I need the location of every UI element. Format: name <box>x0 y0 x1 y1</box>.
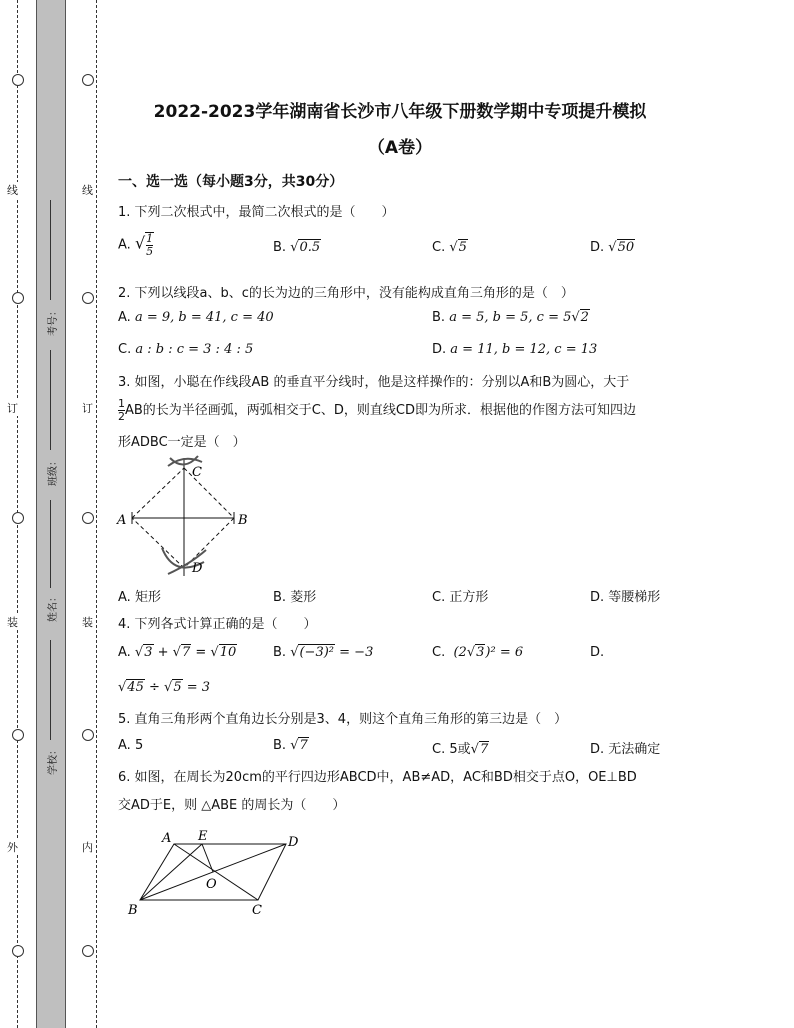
q3-figure <box>112 452 262 582</box>
margin-char-xian: 线 <box>82 184 93 197</box>
q5-option-b: B. √7 <box>273 738 308 753</box>
margin-char-wai: 外 <box>7 841 18 854</box>
q2-option-d: D. a = 11, b = 12, c = 13 <box>432 342 598 357</box>
question-2-stem: 2. 下列以线段a、b、c的长为边的三角形中，没有能构成直角三角形的是（ ） <box>118 286 574 301</box>
q5-option-d: D. 无法确定 <box>590 742 661 757</box>
q2-option-a: A. a = 9, b = 41, c = 40 <box>118 310 274 325</box>
q4-option-c: C. (2√3)² = 6 <box>432 645 524 660</box>
q1-option-d: D. √50 <box>590 240 635 255</box>
segment-da <box>132 518 184 568</box>
q5-option-a: A. 5 <box>118 738 144 753</box>
label-b: B <box>128 903 138 918</box>
q2-option-c: C. a : b : c = 3 : 4 : 5 <box>118 342 254 357</box>
margin-char-zhuang: 装 <box>7 616 18 629</box>
label-c: C <box>192 465 202 480</box>
inner-cut-line <box>96 0 97 1028</box>
q4-option-b: B. √(−3)² = −3 <box>273 645 374 660</box>
q3-option-a: A. 矩形 <box>118 590 161 605</box>
label-e: E <box>198 829 208 844</box>
segment-be <box>140 844 202 900</box>
label-o: O <box>206 877 217 892</box>
field-school-line <box>50 640 51 740</box>
binding-hole-outer <box>12 945 24 957</box>
binding-strip <box>36 0 66 1028</box>
q3-option-b: B. 菱形 <box>273 590 317 605</box>
field-school: 学校： <box>48 745 59 775</box>
binding-hole-inner <box>82 74 94 86</box>
q1-option-b: B. √0.5 <box>273 240 321 255</box>
q4-option-a: A. √3 + √7 = √10 <box>118 645 237 660</box>
field-class: 班级： <box>48 456 59 486</box>
binding-hole-inner <box>82 512 94 524</box>
q2-option-b: B. a = 5, b = 5, c = 5√2 <box>432 310 589 325</box>
question-3-line-3: 形ADBC一定是（ ） <box>118 435 246 450</box>
field-exam-number-line <box>50 200 51 300</box>
label-c: C <box>252 903 262 918</box>
exam-subtitle: （A卷） <box>367 138 433 158</box>
field-exam-number: 考号： <box>48 306 59 336</box>
label-a: A <box>117 513 127 528</box>
margin-char-xian: 线 <box>7 184 18 197</box>
question-6-line-1: 6. 如图，在周长为20cm的平行四边形ABCD中，AB≠AD，AC和BD相交于点O，OE⊥BD <box>118 770 637 785</box>
section-heading: 一、选一选（每小题3分，共30分） <box>118 174 344 190</box>
fraction: $\frac{1}{2}$ <box>118 397 125 423</box>
q3-option-d: D. 等腰梯形 <box>590 590 661 605</box>
q4-option-d: D. <box>590 645 605 660</box>
binding-hole-inner <box>82 729 94 741</box>
label-d: D <box>192 561 203 576</box>
question-3-line-1: 3. 如图，小聪在作线段AB 的垂直平分线时，他是这样操作的：分别以A和B为圆心，大于 <box>118 375 630 390</box>
margin-char-ding: 订 <box>82 402 93 415</box>
label-d: D <box>288 835 299 850</box>
field-class-line <box>50 350 51 450</box>
segment-ac <box>132 468 184 518</box>
segment-oe <box>202 844 213 872</box>
question-3-line-2: $\frac{1}{2}$ AB的长为半径画弧，两弧相交于C、D，则直线CD即为所求．根据他的作图方法可知四边 <box>118 397 636 423</box>
label-a: A <box>162 831 172 846</box>
q6-figure <box>122 828 312 920</box>
binding-hole-outer <box>12 512 24 524</box>
q3-option-c: C. 正方形 <box>432 590 489 605</box>
q4-option-d-expression: √45 ÷ √5 = 3 <box>118 680 211 695</box>
question-5-stem: 5. 直角三角形两个直角边长分别是3、4，则这个直角三角形的第三边是（ ） <box>118 712 568 727</box>
binding-hole-inner <box>82 945 94 957</box>
binding-hole-outer <box>12 74 24 86</box>
question-4-stem: 4. 下列各式计算正确的是（ ） <box>118 617 317 632</box>
margin-char-ding: 订 <box>7 402 18 415</box>
binding-hole-outer <box>12 729 24 741</box>
exam-title: 2022-2023学年湖南省长沙市八年级下册数学期中专项提升模拟 <box>153 102 647 122</box>
q1-option-c: C. √5 <box>432 240 467 255</box>
margin-char-nei: 内 <box>82 841 93 854</box>
q5-option-c: C. 5或√7 <box>432 742 489 757</box>
field-name: 姓名： <box>48 592 59 622</box>
margin-char-zhuang: 装 <box>82 616 93 629</box>
label-b: B <box>238 513 248 528</box>
question-6-line-2: 交AD于E，则 △ABE 的周长为（ ） <box>118 798 346 813</box>
binding-hole-inner <box>82 292 94 304</box>
field-name-line <box>50 500 51 588</box>
question-1-stem: 1. 下列二次根式中，最简二次根式的是（ ） <box>118 205 395 220</box>
binding-hole-outer <box>12 292 24 304</box>
q1-option-a: A. √ $\frac{1}{5}$ <box>118 232 154 258</box>
fraction: $\frac{1}{5}$ <box>146 232 154 258</box>
